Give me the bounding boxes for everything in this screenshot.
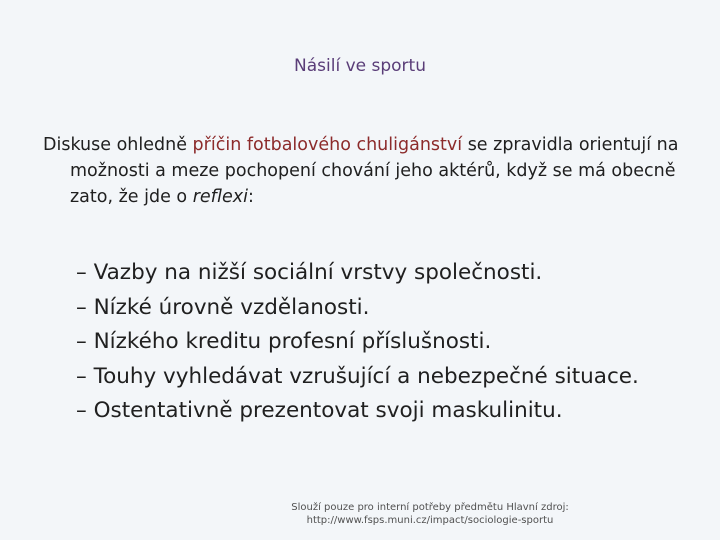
intro-text-part1: Diskuse ohledně	[43, 135, 193, 155]
footer-line-1: Slouží pouze pro interní potřeby předmětu Hlavní zdroj:	[291, 502, 569, 513]
footer-note	[260, 501, 600, 527]
footer-source-link: http://www.fsps.muni.cz/impact/sociologie-sportu	[306, 515, 554, 526]
intro-reflex-term: reflexi	[192, 187, 248, 207]
intro-highlight: příčin fotbalového chuligánství	[192, 135, 463, 155]
bullet-item: – Ostentativně prezentovat svoji maskulinitu.	[76, 398, 563, 423]
bullet-list	[76, 256, 639, 429]
bullet-item: – Touhy vyhledávat vzrušující a nebezpečné situace.	[76, 363, 639, 389]
bullet-item: – Vazby na nižší sociální vrstvy společnosti.	[76, 260, 543, 285]
bullet-item: – Nízké úrovně vzdělanosti.	[76, 294, 370, 320]
bullet-item: – Nízkého kreditu profesní příslušnosti.	[76, 329, 492, 354]
intro-paragraph	[43, 132, 710, 210]
intro-text-part2: se zpravidla orientují na možnosti a meze pochopení chování jeho aktérů, když se má obecně zato, že jde o	[70, 135, 679, 207]
intro-text-part3: :	[247, 187, 254, 207]
slide-title: Násilí ve sportu	[294, 56, 426, 76]
